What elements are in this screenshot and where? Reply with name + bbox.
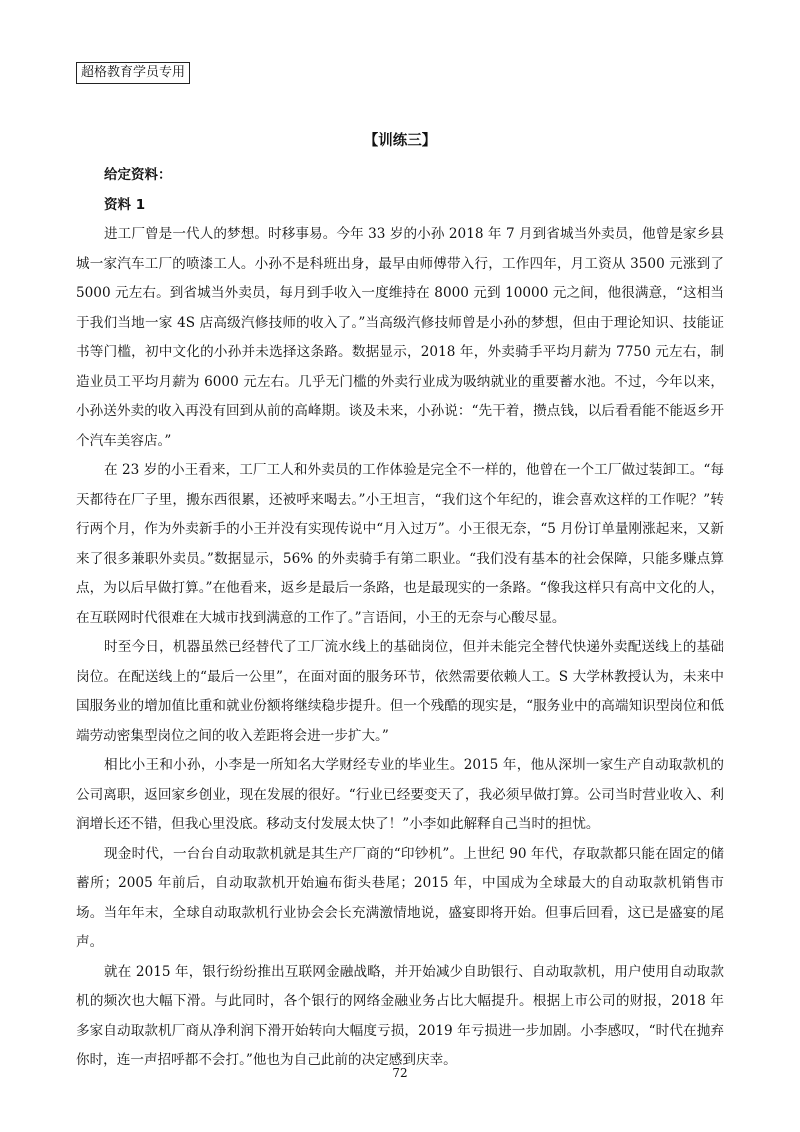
paragraph: 时至今日，机器虽然已经替代了工厂流水线上的基础岗位，但并未能完全替代快递外卖配送线上的基础岗位。在配送线上的“最后一公里”，在面对面的服务环节，依然需要依赖人工。S 大学林教授认为，未来中国服务业的增加值比重和就业份额将继续稳步提升。但一个残酷的现实是，“服务业中的高端知识型岗位和低端劳动密集型岗位之间的收入差距将会进一步扩大。”	[76, 639, 724, 744]
paragraph: 现金时代，一台台自动取款机就是其生产厂商的“印钞机”。上世纪 90 年代，存取款都只能在固定的储蓄所；2005 年前后，自动取款机开始遍布街头巷尾；2015 年，中国成为全球最大的自动取款机销售市场。当年年末，全球自动取款机行业协会会长充满激情地说，盛宴即将开始。但事后回看，这已是盛宴的尾声。	[76, 845, 724, 950]
paragraph: 相比小王和小孙，小李是一所知名大学财经专业的毕业生。2015 年，他从深圳一家生产自动取款机的公司离职，返回家乡创业，现在发展的很好。“行业已经要变天了，我必须早做打算。公司当时营业收入、利润增长还不错，但我心里没底。移动支付发展太快了！”小李如此解释自己当时的担忧。	[76, 757, 724, 832]
material-source-label: 资料 1	[104, 196, 146, 213]
document-body	[76, 161, 724, 1076]
header-label: 超格教育学员专用	[76, 62, 190, 84]
section-title: 【训练三】	[363, 133, 437, 149]
paragraph: 就在 2015 年，银行纷纷推出互联网金融战略，并开始减少自助银行、自动取款机，用户使用自动取款机的频次也大幅下滑。与此同时，各个银行的网络金融业务占比大幅提升。根据上市公司的财报，2018 年多家自动取款机厂商从净利润下滑开始转向大幅度亏损，2019 年亏损进一步加剧。小李感叹，“时代在抛弃你时，连一声招呼都不会打。”他也为自己此前的决定感到庆幸。	[76, 963, 724, 1068]
page-number: 72	[392, 1066, 408, 1080]
given-materials-label: 给定资料：	[104, 167, 172, 183]
paragraph: 在 23 岁的小王看来，工厂工人和外卖员的工作体验是完全不一样的，他曾在一个工厂做过装卸工。“每天都待在厂子里，搬东西很累，还被呼来喝去。”小王坦言，“我们这个年纪的，谁会喜欢这样的工作呢？”转行两个月，作为外卖新手的小王并没有实现传说中“月入过万”。小王很无奈，“5 月份订单量刚涨起来，又新来了很多兼职外卖员。”数据显示，56% 的外卖骑手有第二职业。“我们没有基本的社会保障，只能多赚点算点，为以后早做打算。”在他看来，返乡是最后一条路，也是最现实的一条路。“像我这样只有高中文化的人，在互联网时代很难在大城市找到满意的工作了。”言语间，小王的无奈与心酸尽显。	[76, 462, 724, 626]
paragraph: 进工厂曾是一代人的梦想。时移事易。今年 33 岁的小孙 2018 年 7 月到省城当外卖员，他曾是家乡县城一家汽车工厂的喷漆工人。小孙不是科班出身，最早由师傅带入行，工作四年，月工资从 3500 元涨到了 5000 元左右。到省城当外卖员，每月到手收入一度维持在 8000 元到 10000 元之间，他很满意，“这相当于我们当地一家 4S 店高级汽修技师的收入了。”当高级汽修技师曾是小孙的梦想，但由于理论知识、技能证书等门槛，初中文化的小孙并未选择这条路。数据显示，2018 年，外卖骑手平均月薪为 7750 元左右，制造业员工平均月薪为 6000 元左右。几乎无门槛的外卖行业成为吸纳就业的重要蓄水池。不过，今年以来，小孙送外卖的收入再没有回到从前的高峰期。谈及未来，小孙说：“先干着，攒点钱，以后看看能不能返乡开个汽车美容店。”	[76, 226, 724, 449]
